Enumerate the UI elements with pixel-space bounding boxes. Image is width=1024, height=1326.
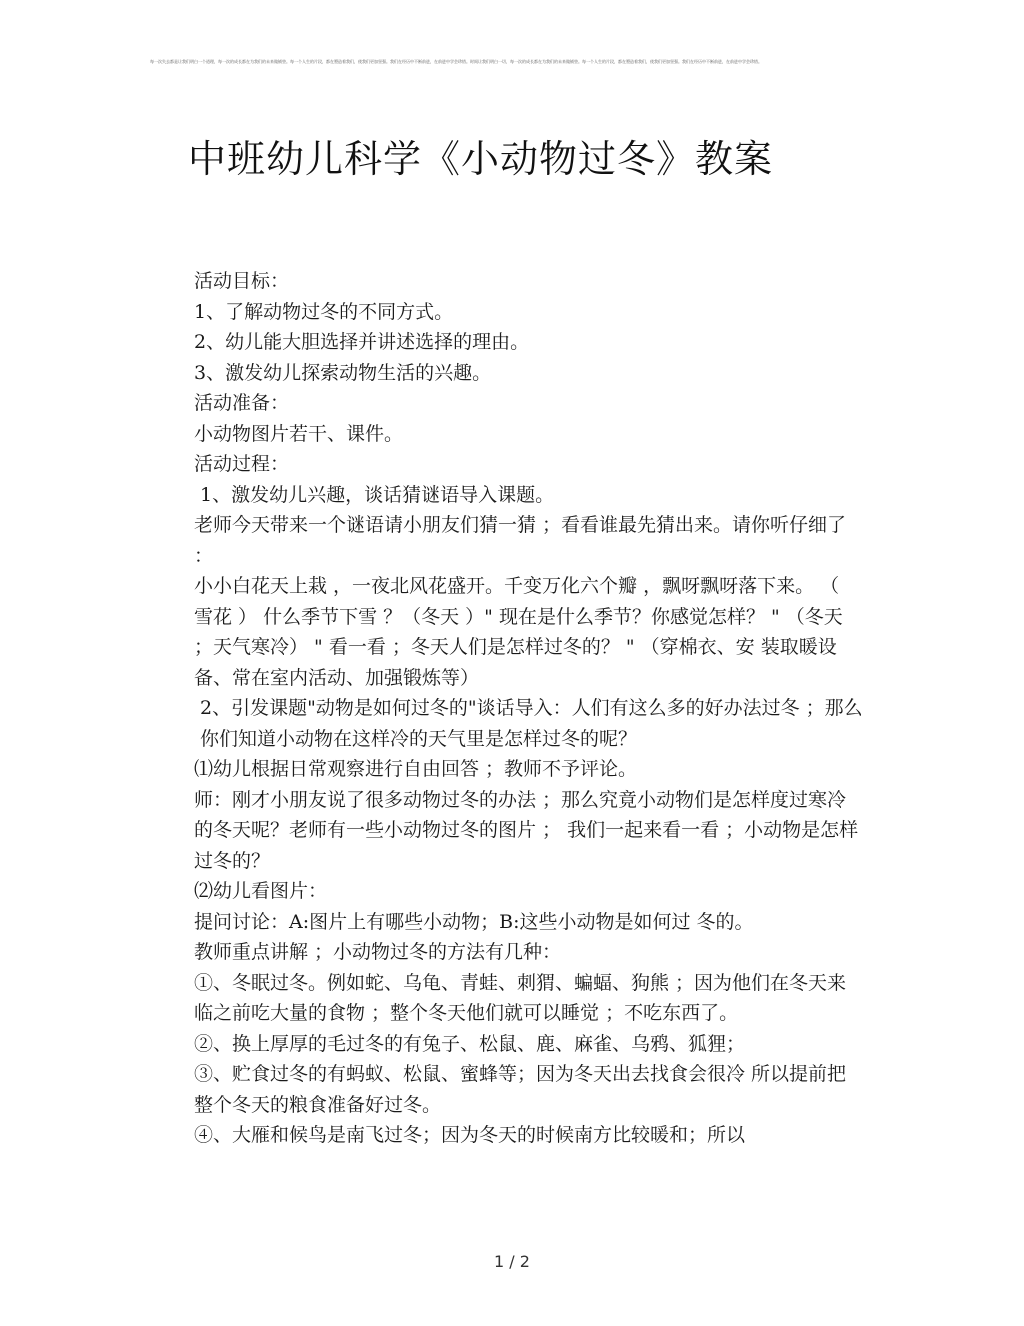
document-body	[148, 266, 864, 1151]
paragraph: ⑴幼儿根据日常观察进行自由回答 ；教师不予评论。	[194, 758, 638, 780]
process-step: 2、引发课题"动物是如何过冬的"谈话导入：人们有这么多的好办法过冬 ；那么你们知道小动物在这样冷的天气里是怎样过冬的呢？	[200, 697, 863, 750]
section-heading-goals: 活动目标：	[194, 270, 290, 292]
section-heading-preparation: 活动准备：	[194, 392, 290, 414]
page-number: 1 / 2	[494, 1252, 530, 1271]
paragraph: ①、冬眠过冬。例如蛇、乌龟、青蛙、刺猬、蝙蝠、狗熊 ；因为他们在冬天来临之前吃大量的食物 ；整个冬天他们就可以睡觉 ；不吃东西了。	[194, 971, 847, 1024]
paragraph: 师：刚才小朋友说了很多动物过冬的办法 ；那么究竟小动物们是怎样度过寒冷的冬天呢？老师有一些小动物过冬的图片 ； 我们一起来看一看 ；小动物是怎样过冬的？	[194, 788, 859, 872]
preparation-text: 小动物图片若干、课件。	[194, 422, 404, 445]
goal-item: 3、激发幼儿探索动物生活的兴趣。	[194, 361, 492, 384]
paragraph: ④、大雁和候鸟是南飞过冬；因为冬天的时候南方比较暖和；所以	[194, 1124, 746, 1146]
paragraph: ③、贮食过冬的有蚂蚁、松鼠、蜜蜂等；因为冬天出去找食会很冷 所以提前把整个冬天的粮食准备好过冬。	[194, 1063, 847, 1116]
paragraph: 老师今天带来一个谜语请小朋友们猜一猜 ；看看谁最先猜出来。请你听仔细了 ：	[194, 514, 847, 567]
paragraph: ⑵幼儿看图片：	[194, 880, 328, 902]
goal-item: 2、幼儿能大胆选择并讲述选择的理由。	[194, 331, 530, 353]
process-step: 1、激发幼儿兴趣，谈话猜谜语导入课题。	[200, 483, 555, 506]
paragraph: ②、换上厚厚的毛过冬的有兔子、松鼠、鹿、麻雀、乌鸦、狐狸；	[194, 1032, 746, 1055]
goal-item: 1、了解动物过冬的不同方式。	[194, 300, 454, 323]
header-note: 每一次失去都是让我们明白一个道理，每一次的成长都在为我们的未来做铺垫。每一个人生的片段，都在塑造着我们，使我们更加坚强。我们在经历中不断前进，在前进中学会珍惜。时间让我们明白一切，每一次的成长都在为我们的未来做铺垫。每一个人生的片段，都在塑造着我们，使我们更加坚强。我们在经历中不断前进，在前进中学会珍惜。	[150, 59, 762, 64]
paragraph: 教师重点讲解 ；小动物过冬的方法有几种：	[194, 941, 562, 963]
document-title: 中班幼儿科学《小动物过冬》教案	[188, 137, 774, 181]
section-heading-process: 活动过程：	[194, 453, 290, 475]
paragraph: 提问讨论：A:图片上有哪些小动物；B:这些小动物是如何过 冬的。	[194, 910, 754, 933]
paragraph: 小小白花天上栽 ，一夜北风花盛开。千变万化六个瓣 ，飘呀飘呀落下来。 （ 雪花 ） 什么季节下雪 ？（冬天 ）" 现在是什么季节？你感觉怎样？ " （冬天 ；天气寒冷） " 看一看 ；冬天人们是怎样过冬的？ " （穿棉衣、安 装取暖设备、常在室内活动、加强锻炼等）	[194, 575, 843, 689]
